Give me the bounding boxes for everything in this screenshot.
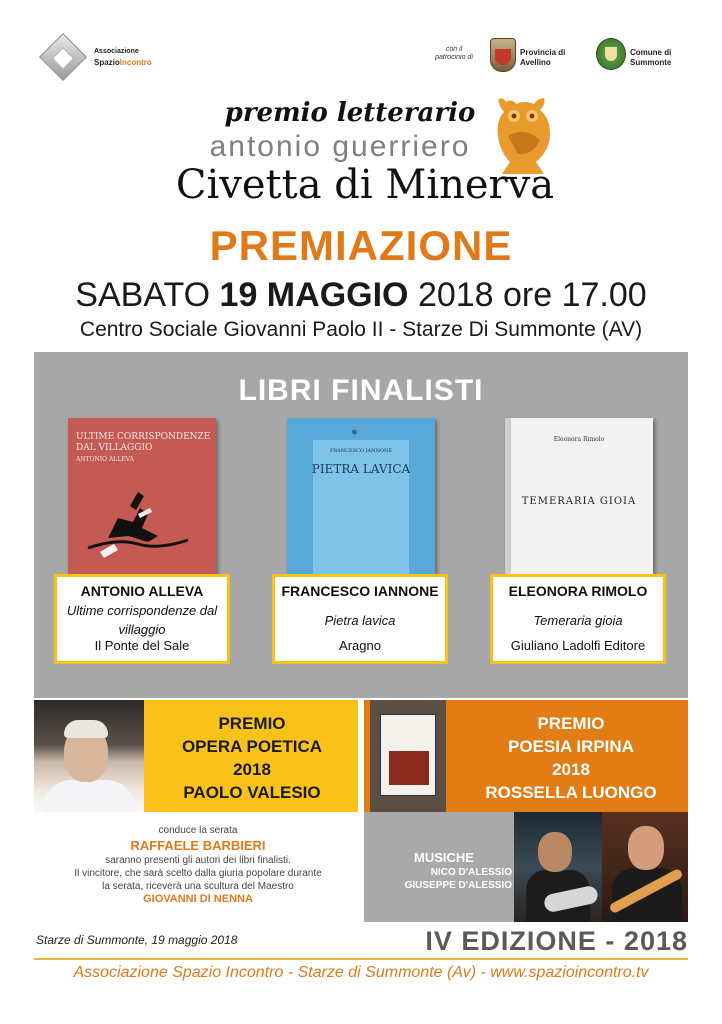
music-performers: NICO D'ALESSIO GIUSEPPE D'ALESSIO: [404, 867, 512, 891]
finalist-caption: [490, 574, 666, 664]
book-cover-author: FRANCESCO IANNONE: [329, 448, 393, 454]
book-cover-author: ANTONIO ALLEVA: [76, 456, 134, 463]
finalist-publisher: Giuliano Ladolfi Editore: [510, 638, 646, 653]
winner-book-photo: [370, 700, 446, 812]
province-name: Provincia di Avellino: [520, 48, 566, 67]
finalist-caption: [54, 574, 230, 664]
ceremony-title: PREMIAZIONE: [209, 222, 513, 269]
book-cover-author: Eleonora Rimolo: [553, 436, 605, 443]
book-cover: [68, 418, 216, 576]
host-info: conduce la serata RAFFAELE BARBIERI saranno presenti gli autori dei libri finalisti. Il vincitore, che sarà scelto dalla giuria popolare durante la serata, riceverà una scultura del Maestro GIOVANNI DI NENNA: [40, 824, 356, 906]
municipality-crest-icon: [596, 38, 626, 70]
book-cover: [505, 418, 653, 576]
music-label: MUSICHE: [414, 850, 474, 865]
association-logo-line2: SpazioIncontro: [94, 58, 152, 67]
poesia-irpina-prize: [364, 700, 688, 812]
book-cover: [287, 418, 435, 576]
sculptor-name: GIOVANNI DI NENNA: [143, 893, 253, 905]
finalist-author: FRANCESCO IANNONE: [281, 583, 439, 599]
premio-letterario: premio letterario: [224, 98, 476, 128]
book-cover-title: PIETRA LAVICA: [311, 462, 411, 476]
guitarist-photo: [602, 812, 688, 922]
province-crest-icon: [490, 38, 516, 72]
finalist-book-title: Temeraria gioia: [533, 613, 623, 628]
host-intro: conduce la serata: [158, 825, 238, 836]
guitarist-photo: [514, 812, 602, 922]
finalist-publisher: Aragno: [339, 638, 381, 653]
finalists-panel: [34, 352, 688, 698]
namesake: antonio guerriero: [209, 130, 471, 163]
book-cover-title: TEMERARIA GIOIA: [521, 496, 637, 507]
finalist-book-title: Ultime corrispondenze dal villaggio: [66, 603, 218, 637]
publisher-mark-icon: ✵: [351, 428, 358, 437]
organizer-line: Associazione Spazio Incontro - Starze di Summonte (Av) - www.spazioincontro.tv: [73, 964, 649, 981]
finalist-book-title: Pietra lavica: [324, 613, 396, 628]
finalist-author: ANTONIO ALLEVA: [80, 583, 204, 599]
host-name: RAFFAELE BARBIERI: [130, 838, 266, 853]
association-logo: [38, 32, 178, 84]
edition: IV EDIZIONE - 2018: [425, 926, 688, 956]
event-date: SABATO 19 MAGGIO 2018 ore 17.00: [75, 276, 647, 314]
finalists-title: LIBRI FINALISTI: [238, 374, 484, 407]
event-venue: Centro Sociale Giovanni Paolo II - Starze Di Summonte (AV): [79, 318, 643, 341]
patronage-note: con il patrocinio di: [435, 46, 473, 61]
diamond-logo-icon: [39, 33, 87, 81]
place-date: Starze di Summonte, 19 maggio 2018: [36, 933, 238, 947]
footer-divider: [34, 958, 688, 960]
finalist-author: ELEONORA RIMOLO: [508, 583, 648, 599]
book-cover-title: ULTIME CORRISPONDENZE DAL VILLAGGIO: [76, 432, 211, 453]
prize-text: PREMIO POESIA IRPINA 2018 ROSSELLA LUONGO: [485, 714, 657, 802]
finalist-caption: [272, 574, 448, 664]
prize-text: PREMIO OPERA POETICA 2018 PAOLO VALESIO: [181, 714, 323, 802]
opera-poetica-prize: [34, 700, 358, 812]
award-name: Civetta di Minerva: [175, 162, 555, 208]
finalist-publisher: Il Ponte del Sale: [94, 638, 190, 653]
winner-photo: [34, 700, 144, 812]
association-logo-line1: Associazione: [94, 48, 139, 55]
rider-illustration-icon: [78, 478, 198, 568]
music-section: [364, 812, 688, 922]
municipality-name: Comune di Summonte: [630, 48, 672, 67]
